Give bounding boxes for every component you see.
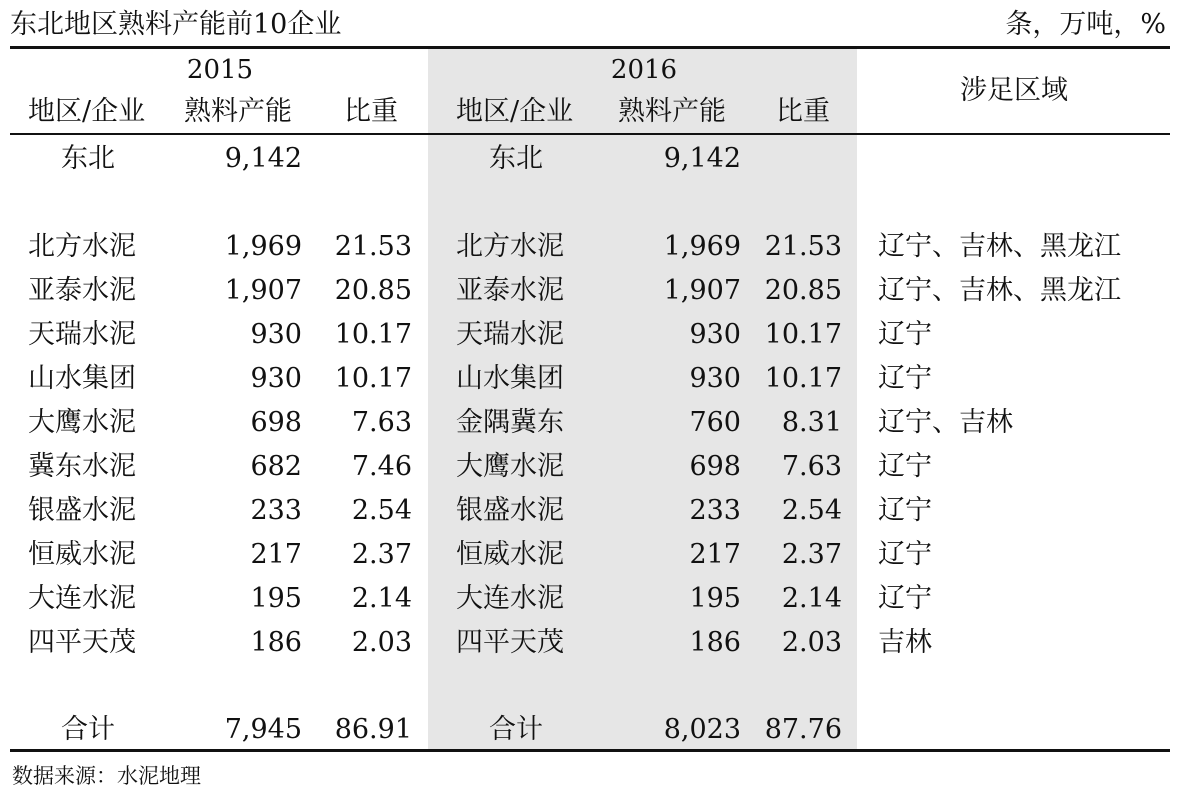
sum-label-2015: 合计 <box>61 714 115 745</box>
capacity-2015: 930 <box>250 319 302 350</box>
share-2015: 21.53 <box>334 231 412 262</box>
company-name-2016: 金隅冀东 <box>456 407 564 438</box>
coverage-region: 吉林 <box>878 627 932 658</box>
share-2016: 2.54 <box>781 495 842 526</box>
table-row <box>0 406 1202 446</box>
sum-label-2016: 合计 <box>489 714 543 745</box>
share-2016: 8.31 <box>781 407 842 438</box>
share-2015: 7.63 <box>351 407 412 438</box>
sum-capacity-2015: 7,945 <box>224 714 302 745</box>
bottom-rule <box>10 749 1170 752</box>
share-2015: 20.85 <box>334 275 412 306</box>
table-row-sum <box>0 713 1202 753</box>
company-name-2016: 北方水泥 <box>456 231 564 262</box>
capacity-2016: 186 <box>689 627 741 658</box>
share-2016: 21.53 <box>764 231 842 262</box>
company-name-2016: 天瑞水泥 <box>456 319 564 350</box>
share-2016: 7.63 <box>781 451 842 482</box>
capacity-2015: 186 <box>250 627 302 658</box>
company-name-2016: 大连水泥 <box>456 583 564 614</box>
capacity-2016: 1,969 <box>663 231 741 262</box>
table-row <box>0 582 1202 622</box>
year-2015-header: 2015 <box>186 55 254 85</box>
capacity-2015: 217 <box>250 539 302 570</box>
company-name-2015: 银盛水泥 <box>28 495 136 526</box>
company-name-2016: 亚泰水泥 <box>456 275 564 306</box>
coverage-region: 辽宁 <box>878 319 932 350</box>
table-row <box>0 318 1202 358</box>
table-row <box>0 538 1202 578</box>
capacity-2015: 233 <box>250 495 302 526</box>
capacity-2016: 760 <box>689 407 741 438</box>
share-2015: 10.17 <box>334 363 412 394</box>
capacity-2016: 930 <box>689 363 741 394</box>
share-2016: 2.14 <box>781 583 842 614</box>
company-name-2016: 山水集团 <box>456 363 564 394</box>
company-name-2015: 大鹰水泥 <box>28 407 136 438</box>
region-capacity-2015: 9,142 <box>224 143 302 174</box>
capacity-2016: 698 <box>689 451 741 482</box>
col-header-company-2016: 地区/企业 <box>456 96 574 127</box>
share-2015: 10.17 <box>334 319 412 350</box>
region-name-2015: 东北 <box>61 143 115 174</box>
capacity-2015: 1,907 <box>224 275 302 306</box>
company-name-2015: 山水集团 <box>28 363 136 394</box>
company-name-2015: 天瑞水泥 <box>28 319 136 350</box>
share-2016: 2.03 <box>781 627 842 658</box>
capacity-2015: 195 <box>250 583 302 614</box>
top-rule <box>10 46 1170 49</box>
coverage-region: 辽宁、吉林、黑龙江 <box>878 275 1121 306</box>
share-2016: 20.85 <box>764 275 842 306</box>
capacity-2016: 1,907 <box>663 275 741 306</box>
source-note: 数据来源：水泥地理 <box>12 764 201 788</box>
col-header-share-2015: 比重 <box>344 96 398 127</box>
capacity-2015: 930 <box>250 363 302 394</box>
share-2015: 2.54 <box>351 495 412 526</box>
company-name-2015: 亚泰水泥 <box>28 275 136 306</box>
col-header-capacity-2016: 熟料产能 <box>618 96 726 127</box>
capacity-2016: 930 <box>689 319 741 350</box>
company-name-2016: 银盛水泥 <box>456 495 564 526</box>
capacity-2016: 233 <box>689 495 741 526</box>
coverage-region: 辽宁 <box>878 451 932 482</box>
sum-share-2015: 86.91 <box>334 714 412 745</box>
share-2015: 2.37 <box>351 539 412 570</box>
region-capacity-2016: 9,142 <box>663 143 741 174</box>
company-name-2016: 恒威水泥 <box>456 539 564 570</box>
coverage-region: 辽宁 <box>878 583 932 614</box>
company-name-2015: 冀东水泥 <box>28 451 136 482</box>
share-2016: 2.37 <box>781 539 842 570</box>
header-rule <box>10 133 1170 135</box>
coverage-region: 辽宁、吉林 <box>878 407 1013 438</box>
table-row <box>0 450 1202 490</box>
share-2015: 2.03 <box>351 627 412 658</box>
capacity-2015: 682 <box>250 451 302 482</box>
year-2016-header: 2016 <box>610 55 678 85</box>
company-name-2016: 大鹰水泥 <box>456 451 564 482</box>
share-2016: 10.17 <box>764 363 842 394</box>
company-name-2015: 北方水泥 <box>28 231 136 262</box>
coverage-region: 辽宁、吉林、黑龙江 <box>878 231 1121 262</box>
share-2015: 2.14 <box>351 583 412 614</box>
coverage-region: 辽宁 <box>878 495 932 526</box>
table-row <box>0 494 1202 534</box>
capacity-2016: 195 <box>689 583 741 614</box>
sum-capacity-2016: 8,023 <box>663 714 741 745</box>
region-name-2016: 东北 <box>489 143 543 174</box>
table-row <box>0 362 1202 402</box>
table-row <box>0 626 1202 666</box>
company-name-2015: 大连水泥 <box>28 583 136 614</box>
coverage-region: 辽宁 <box>878 539 932 570</box>
capacity-2016: 217 <box>689 539 741 570</box>
col-header-coverage: 涉足区域 <box>960 75 1068 106</box>
table-row-region-total <box>0 142 1202 182</box>
company-name-2015: 四平天茂 <box>28 627 136 658</box>
company-name-2015: 恒威水泥 <box>28 539 136 570</box>
sum-share-2016: 87.76 <box>764 714 842 745</box>
coverage-region: 辽宁 <box>878 363 932 394</box>
col-header-capacity-2015: 熟料产能 <box>184 96 292 127</box>
col-header-company-2015: 地区/企业 <box>28 96 146 127</box>
units-label: 条，万吨，% <box>1005 9 1166 40</box>
share-2015: 7.46 <box>351 451 412 482</box>
table-title: 东北地区熟料产能前10企业 <box>10 9 342 40</box>
company-name-2016: 四平天茂 <box>456 627 564 658</box>
capacity-2015: 1,969 <box>224 231 302 262</box>
capacity-2015: 698 <box>250 407 302 438</box>
table-row <box>0 230 1202 270</box>
table-row <box>0 274 1202 314</box>
share-2016: 10.17 <box>764 319 842 350</box>
col-header-share-2016: 比重 <box>776 96 830 127</box>
